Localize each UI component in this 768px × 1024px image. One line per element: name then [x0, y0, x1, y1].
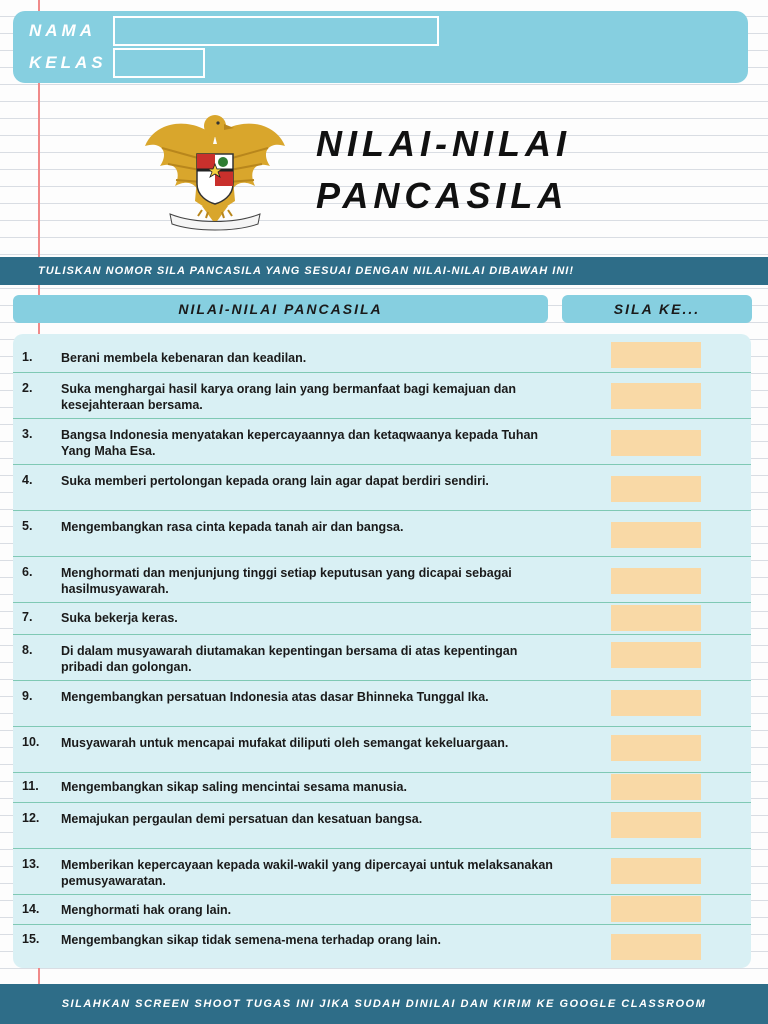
- item-text: Suka bekerja keras.: [61, 611, 178, 625]
- item-number: 12.: [22, 811, 40, 825]
- answer-box[interactable]: [611, 476, 701, 502]
- list-item: [13, 510, 751, 557]
- answer-box[interactable]: [611, 342, 701, 368]
- answer-box[interactable]: [611, 522, 701, 548]
- garuda-pancasila-emblem-icon: [140, 106, 290, 234]
- item-number: 7.: [22, 610, 33, 624]
- item-text: Berani membela kebenaran dan keadilan.: [61, 351, 307, 365]
- list-item: [13, 334, 751, 373]
- nama-field[interactable]: [113, 16, 439, 46]
- student-info-header: [13, 11, 748, 83]
- list-item: [13, 924, 751, 968]
- list-item: [13, 772, 751, 803]
- answer-box[interactable]: [611, 812, 701, 838]
- item-text: Mengembangkan sikap tidak semena-mena terhadap orang lain.: [61, 933, 441, 947]
- answer-box[interactable]: [611, 568, 701, 594]
- item-text: Bangsa Indonesia menyatakan kepercayaannya dan ketaqwaanya kepada Tuhan Yang Maha Esa.: [61, 428, 539, 458]
- item-text: Menghormati hak orang lain.: [61, 903, 232, 917]
- answer-box[interactable]: [611, 735, 701, 761]
- item-number: 6.: [22, 565, 33, 579]
- item-text: Mengembangkan persatuan Indonesia atas dasar Bhinneka Tunggal Ika.: [61, 690, 489, 704]
- item-text: Mengembangkan sikap saling mencintai sesama manusia.: [61, 780, 407, 794]
- item-text: Suka memberi pertolongan kepada orang lain agar dapat berdiri sendiri.: [61, 474, 489, 488]
- list-item: [13, 726, 751, 773]
- list-item: [13, 464, 751, 511]
- item-number: 4.: [22, 473, 33, 487]
- item-text: Memajukan pergaulan demi persatuan dan kesatuan bangsa.: [61, 812, 423, 826]
- list-item: [13, 894, 751, 925]
- answer-box[interactable]: [611, 896, 701, 922]
- item-text: Memberikan kepercayaan kepada wakil-wakil yang dipercayai untuk melaksanakan pemusyawaratan.: [61, 858, 553, 888]
- item-number: 15.: [22, 932, 40, 946]
- instruction-bar: TULISKAN NOMOR SILA PANCASILA YANG SESUAI DENGAN NILAI-NILAI DIBAWAH INI!: [0, 257, 768, 285]
- list-item: [13, 418, 751, 465]
- item-text: Di dalam musyawarah diutamakan kepentingan bersama di atas kepentingan pribadi dan golongan.: [61, 644, 518, 674]
- list-item: [13, 602, 751, 635]
- list-item: [13, 634, 751, 681]
- item-text: Mengembangkan rasa cinta kepada tanah air dan bangsa.: [61, 520, 404, 534]
- item-text: Suka menghargai hasil karya orang lain yang bermanfaat bagi kemajuan dan kesejahteraan bersama.: [61, 382, 517, 412]
- item-number: 5.: [22, 519, 33, 533]
- sila-column-header: SILA KE...: [562, 295, 752, 323]
- list-item: [13, 372, 751, 419]
- item-number: 1.: [22, 350, 33, 364]
- item-number: 8.: [22, 643, 33, 657]
- answer-box[interactable]: [611, 605, 701, 631]
- answer-box[interactable]: [611, 934, 701, 960]
- values-column-header: NILAI-NILAI PANCASILA: [13, 295, 548, 323]
- item-number: 14.: [22, 902, 40, 916]
- page-title: NILAI-NILAI PANCASILA: [316, 123, 571, 216]
- list-item: [13, 802, 751, 849]
- answer-box[interactable]: [611, 690, 701, 716]
- item-text: Menghormati dan menjunjung tinggi setiap keputusan yang dicapai sebagai hasilmusyawarah.: [61, 566, 512, 596]
- item-text: Musyawarah untuk mencapai mufakat diliputi oleh semangat kekeluargaan.: [61, 736, 509, 750]
- kelas-field[interactable]: [113, 48, 205, 78]
- item-number: 9.: [22, 689, 33, 703]
- footer-bar: SILAHKAN SCREEN SHOOT TUGAS INI JIKA SUDAH DINILAI DAN KIRIM KE GOOGLE CLASSROOM: [0, 984, 768, 1024]
- item-number: 2.: [22, 381, 33, 395]
- answer-box[interactable]: [611, 383, 701, 409]
- list-item: [13, 848, 751, 895]
- answer-box[interactable]: [611, 430, 701, 456]
- kelas-label: KELAS: [29, 53, 107, 72]
- answer-box[interactable]: [611, 642, 701, 668]
- item-number: 10.: [22, 735, 40, 749]
- item-number: 13.: [22, 857, 40, 871]
- answer-box[interactable]: [611, 774, 701, 800]
- nama-label: NAMA: [29, 21, 96, 40]
- item-number: 3.: [22, 427, 33, 441]
- answer-box[interactable]: [611, 858, 701, 884]
- list-item: [13, 556, 751, 603]
- items-panel: [13, 334, 751, 968]
- item-number: 11.: [22, 779, 39, 793]
- list-item: [13, 680, 751, 727]
